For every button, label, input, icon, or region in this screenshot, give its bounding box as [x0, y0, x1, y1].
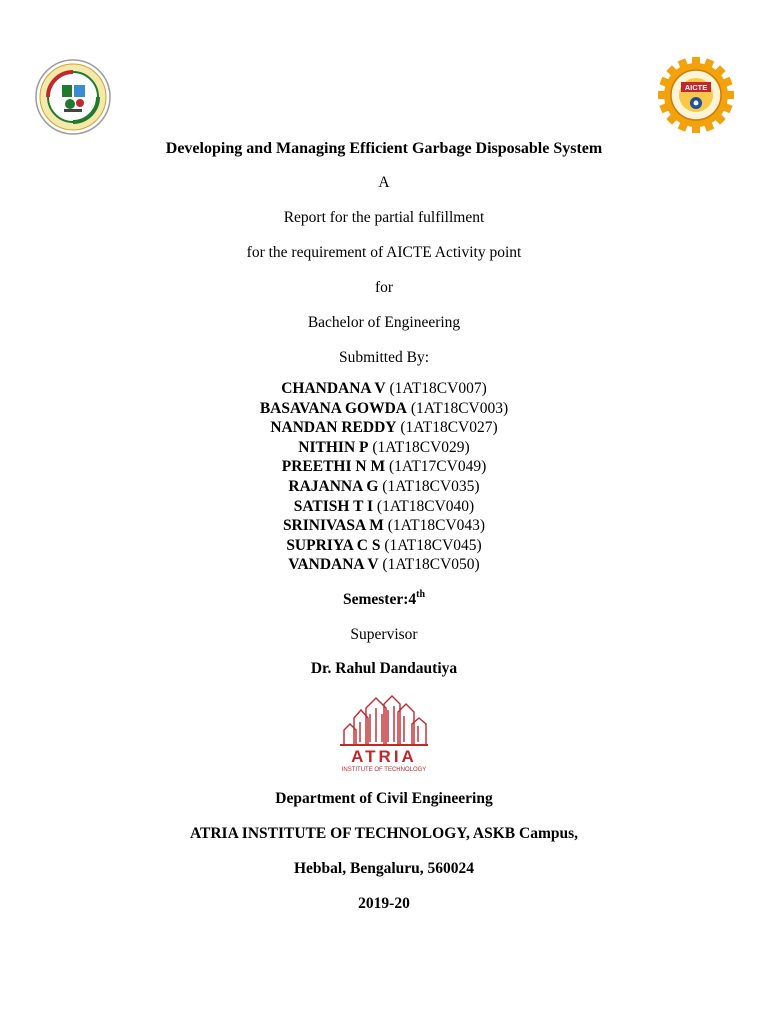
department-name: Department of Civil Engineering: [275, 790, 493, 807]
member-name: BASAVANA GOWDA: [259, 399, 407, 417]
member-name: VANDANA V: [288, 556, 379, 574]
member-row: [0, 418, 768, 438]
member-name: SUPRIYA C S: [286, 536, 381, 554]
atria-subtitle: INSTITUTE OF TECHNOLOGY: [341, 767, 427, 773]
submitted-by-label: Submitted By:: [339, 349, 429, 366]
semester: [0, 590, 768, 609]
member-name: NITHIN P: [298, 438, 369, 456]
member-usn: (1AT18CV003): [410, 399, 509, 417]
member-name: PREETHI N M: [281, 458, 386, 476]
member-row: [0, 555, 768, 575]
intro-for: for: [374, 279, 394, 296]
member-name: SRINIVASA M: [282, 517, 384, 535]
member-row: [0, 516, 768, 536]
member-row: [0, 536, 768, 556]
institute-address: Hebbal, Bengaluru, 560024: [294, 860, 474, 877]
member-name: SATISH T I: [293, 497, 374, 515]
semester-suffix: th: [416, 589, 426, 600]
aicte-logo-text: AICTE: [684, 83, 708, 92]
member-row: [0, 497, 768, 517]
member-name: CHANDANA V: [281, 380, 386, 397]
member-usn: (1AT18CV035): [382, 477, 480, 495]
supervisor-name: Dr. Rahul Dandautiya: [310, 660, 458, 677]
institute-name: ATRIA INSTITUTE OF TECHNOLOGY, ASKB Campus,: [189, 825, 579, 842]
member-row: [0, 379, 768, 399]
member-name: NANDAN REDDY: [270, 419, 397, 437]
member-usn: (1AT18CV040): [376, 497, 475, 515]
atria-institute-logo-icon: [334, 694, 434, 774]
report-purpose-line-1: Report for the partial fulfillment: [283, 209, 485, 226]
member-usn: (1AT18CV045): [384, 536, 482, 554]
member-row: [0, 457, 768, 477]
member-usn: (1AT18CV050): [382, 556, 480, 574]
member-usn: (1AT18CV029): [372, 438, 470, 456]
member-usn: (1AT18CV007): [389, 380, 487, 397]
semester-label: Semester:4: [342, 591, 417, 609]
report-title: Developing and Managing Efficient Garbage Disposable System: [165, 140, 603, 157]
member-row: [0, 477, 768, 497]
supervisor-label: Supervisor: [350, 626, 418, 643]
members-list: [0, 379, 768, 575]
member-usn: (1AT18CV043): [387, 517, 486, 535]
member-usn: (1AT18CV027): [400, 419, 498, 437]
intro-a: A: [378, 174, 390, 191]
member-usn: (1AT17CV049): [388, 458, 487, 476]
atria-wordmark: ATRIA: [351, 747, 417, 766]
university-seal-icon: [34, 58, 112, 136]
member-name: RAJANNA G: [288, 477, 379, 495]
degree-name: Bachelor of Engineering: [307, 314, 461, 331]
member-row: [0, 399, 768, 419]
academic-year: 2019-20: [358, 895, 410, 912]
member-row: [0, 438, 768, 458]
aicte-gear-logo-icon: [656, 55, 736, 135]
report-purpose-line-2: for the requirement of AICTE Activity point: [246, 244, 522, 261]
